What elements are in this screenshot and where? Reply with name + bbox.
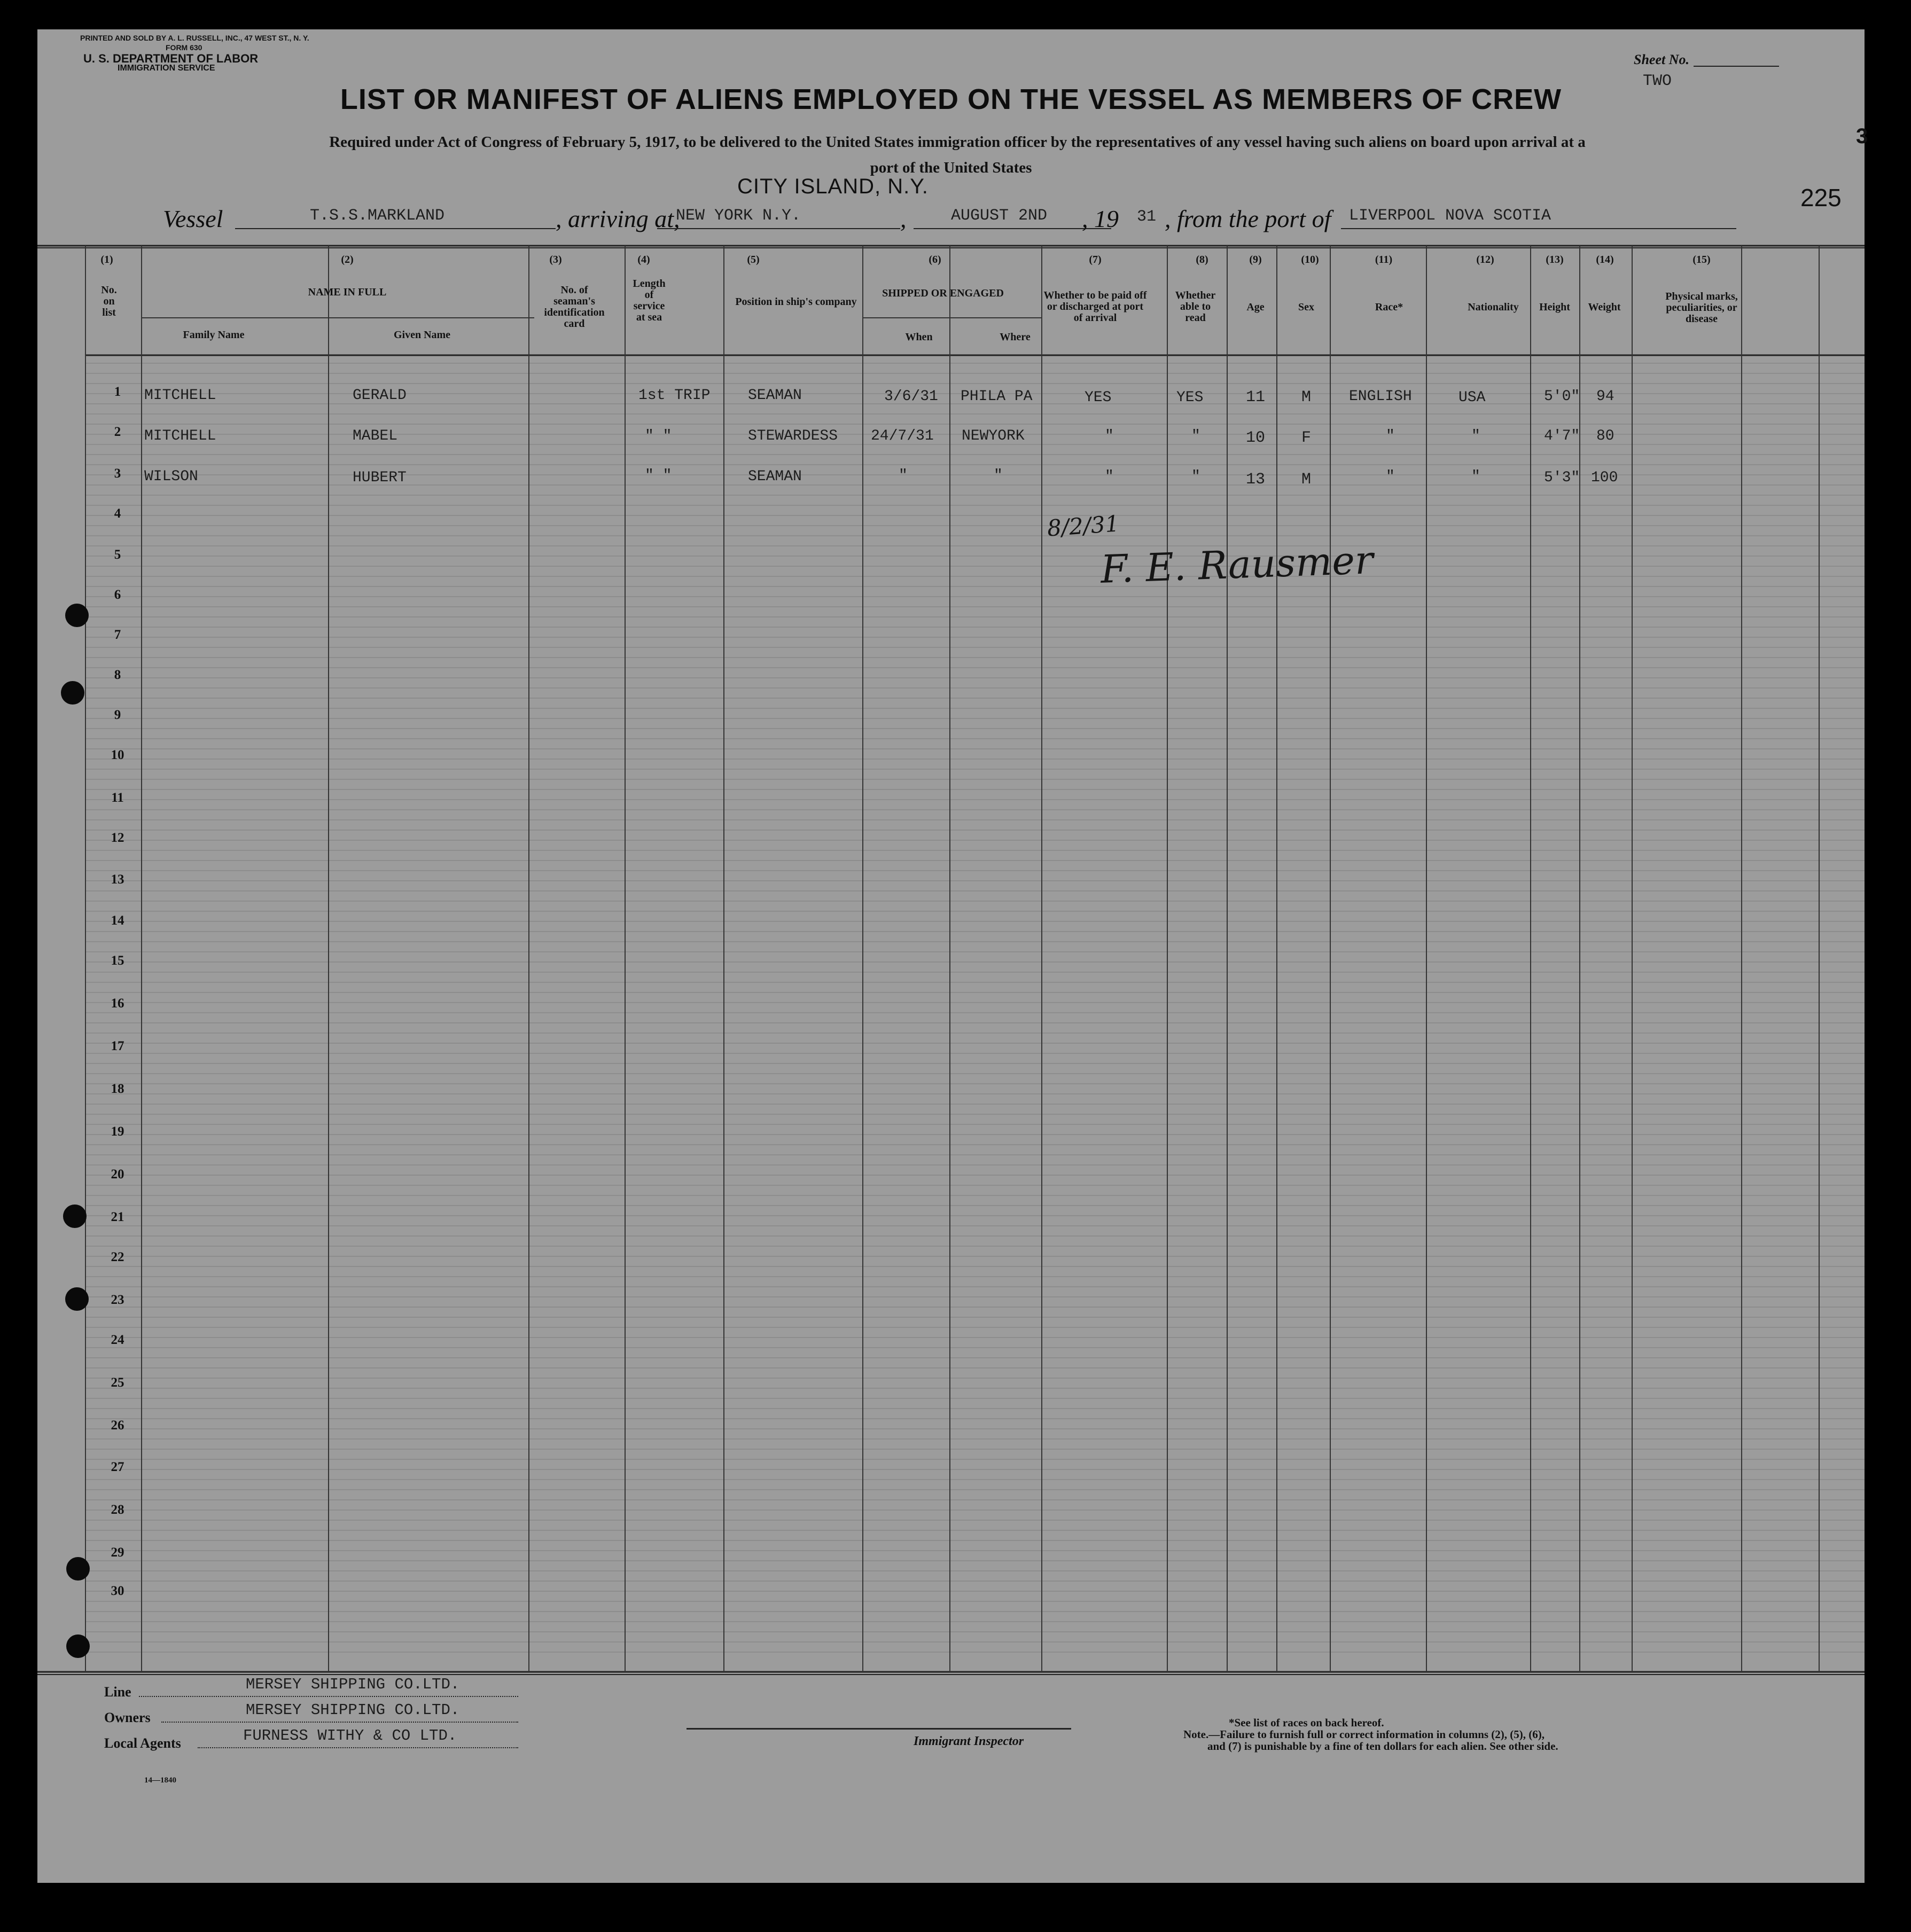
sex: F bbox=[1301, 429, 1311, 447]
sex: M bbox=[1301, 471, 1311, 489]
row-number: 22 bbox=[111, 1250, 124, 1264]
row-number: 21 bbox=[111, 1210, 124, 1224]
vessel-label: Vessel bbox=[163, 205, 223, 232]
col-head-length-of-service: Length of service at sea bbox=[633, 278, 666, 323]
sex: M bbox=[1301, 388, 1311, 406]
local-agents-label: Local Agents bbox=[104, 1735, 181, 1751]
row-number: 29 bbox=[111, 1545, 124, 1560]
sheet-no-value: TWO bbox=[1643, 72, 1672, 90]
row-number: 6 bbox=[114, 588, 121, 602]
col-head-age: Age bbox=[1246, 301, 1265, 313]
col-head-physical-marks: Physical marks, peculiarities, or disease bbox=[1665, 291, 1738, 325]
col-head-where: Where bbox=[1000, 331, 1031, 343]
row-number: 9 bbox=[114, 708, 121, 722]
race: " bbox=[1386, 468, 1395, 485]
length-of-service: 1st TRIP bbox=[638, 387, 711, 404]
race: " bbox=[1386, 428, 1395, 444]
col-num-6: (6) bbox=[929, 254, 941, 265]
position: STEWARDESS bbox=[748, 428, 838, 444]
row-number: 4 bbox=[114, 506, 121, 521]
page-number: 225 bbox=[1800, 184, 1842, 212]
height: 5'3" bbox=[1544, 470, 1580, 486]
owners-rule bbox=[161, 1722, 518, 1723]
able-to-read: " bbox=[1191, 428, 1200, 444]
manifest-sheet bbox=[37, 29, 1868, 1883]
vessel-rule bbox=[235, 228, 556, 229]
col-num-5: (5) bbox=[747, 254, 760, 265]
nationality: " bbox=[1471, 468, 1480, 485]
row-number: 19 bbox=[111, 1124, 124, 1139]
position: SEAMAN bbox=[748, 387, 802, 404]
row-number: 25 bbox=[111, 1375, 124, 1390]
col-num-3: (3) bbox=[549, 254, 562, 265]
races-note: *See list of races on back hereof. bbox=[1229, 1716, 1384, 1729]
from-port-rule bbox=[1341, 228, 1736, 229]
row-number: 13 bbox=[111, 872, 124, 887]
local-agents-value: FURNESS WITHY & CO LTD. bbox=[243, 1727, 457, 1745]
race: ENGLISH bbox=[1349, 388, 1412, 405]
form-number: FORM 630 bbox=[166, 43, 202, 52]
given-name: GERALD bbox=[353, 387, 407, 404]
age: 13 bbox=[1245, 471, 1265, 489]
sheet-no-label: Sheet No. bbox=[1634, 52, 1689, 67]
shipped-when: 3/6/31 bbox=[884, 388, 938, 405]
row-number: 17 bbox=[111, 1039, 124, 1053]
fine-note-2: and (7) is punishable by a fine of ten dollars for each alien. See other side. bbox=[1207, 1740, 1558, 1753]
punch-hole bbox=[63, 1204, 87, 1228]
row-number: 28 bbox=[111, 1503, 124, 1517]
nationality: USA bbox=[1458, 389, 1486, 406]
col-head-race: Race* bbox=[1375, 301, 1403, 313]
row-number: 26 bbox=[111, 1418, 124, 1433]
form-subtitle-2: port of the United States bbox=[870, 159, 1032, 176]
col-num-13: (13) bbox=[1546, 254, 1564, 265]
row-number: 7 bbox=[114, 628, 121, 642]
arrival-date: AUGUST 2ND bbox=[951, 207, 1048, 225]
paid-off: " bbox=[1105, 468, 1114, 485]
family-name: MITCHELL bbox=[144, 428, 216, 444]
fine-note-1: Note.—Failure to furnish full or correct information in columns (2), (5), (6), bbox=[1183, 1728, 1545, 1741]
department-name: U. S. DEPARTMENT OF LABOR bbox=[83, 52, 259, 65]
length-of-service: " " bbox=[645, 428, 672, 444]
arriving-rule bbox=[657, 228, 900, 229]
col-num-12: (12) bbox=[1476, 254, 1494, 265]
year-prefix: , 19 bbox=[1082, 205, 1119, 232]
shipped-where: PHILA PA bbox=[961, 388, 1033, 405]
col-head-position: Position in ship's company bbox=[735, 296, 857, 308]
sheet-no-rule bbox=[1694, 66, 1779, 67]
age: 11 bbox=[1245, 388, 1265, 406]
col-head-able-to-read: Whether able to read bbox=[1175, 290, 1216, 324]
col-num-14: (14) bbox=[1596, 254, 1614, 265]
date-separator: , bbox=[900, 205, 907, 232]
col-num-15: (15) bbox=[1692, 254, 1711, 265]
weight: 100 bbox=[1591, 470, 1618, 486]
shipped-when: 24/7/31 bbox=[871, 428, 934, 444]
row-number: 15 bbox=[111, 953, 124, 968]
height: 5'0" bbox=[1544, 388, 1580, 405]
able-to-read: " bbox=[1191, 468, 1200, 485]
row-number: 24 bbox=[111, 1333, 124, 1347]
weight: 80 bbox=[1596, 428, 1614, 444]
line-label: Line bbox=[104, 1684, 131, 1700]
inspector-signature: F. E. Rausmer bbox=[1099, 537, 1374, 592]
col-head-shipped-or-engaged: SHIPPED OR ENGAGED bbox=[882, 287, 1004, 299]
punch-hole bbox=[65, 604, 89, 627]
col-head-when: When bbox=[905, 331, 933, 343]
form-title: LIST OR MANIFEST OF ALIENS EMPLOYED ON THE VESSEL AS MEMBERS OF CREW bbox=[340, 83, 1562, 115]
position: SEAMAN bbox=[748, 468, 802, 485]
row-number: 18 bbox=[111, 1082, 124, 1096]
paid-off: " bbox=[1105, 428, 1114, 444]
from-port: LIVERPOOL NOVA SCOTIA bbox=[1349, 207, 1551, 225]
paid-off: YES bbox=[1085, 389, 1112, 406]
vessel-name: T.S.S.MARKLAND bbox=[310, 207, 445, 225]
col-num-4: (4) bbox=[637, 254, 650, 265]
given-name: MABEL bbox=[353, 428, 398, 444]
col-head-id-card: No. of seaman's identification card bbox=[544, 284, 605, 330]
corner-mark: 3 bbox=[1856, 124, 1868, 148]
form-code: 14—1840 bbox=[144, 1776, 176, 1785]
col-head-no-on-list: No. on list bbox=[101, 284, 117, 318]
col-head-paid-off: Whether to be paid off or discharged at port of arrival bbox=[1043, 290, 1147, 324]
row-number: 11 bbox=[111, 791, 124, 805]
port-stamp: CITY ISLAND, N.Y. bbox=[737, 175, 929, 198]
given-name: HUBERT bbox=[353, 470, 407, 486]
row-number: 27 bbox=[111, 1460, 124, 1474]
row-number: 10 bbox=[111, 748, 124, 762]
col-num-11: (11) bbox=[1375, 254, 1393, 265]
row-number: 3 bbox=[114, 466, 121, 481]
col-head-given-name: Given Name bbox=[393, 329, 451, 341]
col-head-nationality: Nationality bbox=[1468, 301, 1519, 313]
row-number: 30 bbox=[111, 1584, 124, 1598]
punch-hole bbox=[66, 1557, 90, 1581]
col-num-10: (10) bbox=[1301, 254, 1319, 265]
shipped-where: " bbox=[994, 467, 1003, 484]
col-num-8: (8) bbox=[1196, 254, 1208, 265]
height: 4'7" bbox=[1544, 428, 1580, 444]
col-head-height: Height bbox=[1539, 301, 1570, 313]
service-name: IMMIGRATION SERVICE bbox=[118, 64, 215, 73]
row-number: 16 bbox=[111, 996, 124, 1011]
row-number: 12 bbox=[111, 831, 124, 845]
family-name: WILSON bbox=[144, 468, 198, 485]
shipped-when: " bbox=[899, 467, 908, 484]
col-head-weight: Weight bbox=[1588, 301, 1621, 313]
inspector-signature-rule bbox=[687, 1728, 1071, 1730]
nationality: " bbox=[1471, 428, 1480, 444]
length-of-service: " " bbox=[645, 467, 672, 484]
row-number: 23 bbox=[111, 1293, 124, 1307]
age: 10 bbox=[1245, 429, 1265, 447]
col-num-9: (9) bbox=[1249, 254, 1262, 265]
handwritten-date: 8/2/31 bbox=[1046, 510, 1120, 542]
row-number: 14 bbox=[111, 913, 124, 928]
owners-label: Owners bbox=[104, 1710, 151, 1725]
col-num-7: (7) bbox=[1089, 254, 1102, 265]
shipped-where: NEWYORK bbox=[962, 428, 1025, 444]
arriving-port: NEW YORK N.Y. bbox=[676, 207, 801, 225]
weight: 94 bbox=[1596, 388, 1614, 405]
line-value: MERSEY SHIPPING CO.LTD. bbox=[246, 1676, 460, 1693]
printer-line: PRINTED AND SOLD BY A. L. RUSSELL, INC., 47 WEST ST., N. Y. bbox=[80, 34, 309, 42]
owners-value: MERSEY SHIPPING CO.LTD. bbox=[246, 1701, 460, 1719]
line-rule bbox=[139, 1696, 518, 1697]
arriving-label: , arriving at, bbox=[556, 205, 680, 232]
local-agents-rule bbox=[198, 1747, 518, 1748]
col-num-2: (2) bbox=[341, 254, 354, 265]
col-head-family-name: Family Name bbox=[183, 329, 245, 341]
row-number: 1 bbox=[114, 385, 121, 399]
col-num-1: (1) bbox=[100, 254, 113, 265]
arrival-year: 31 bbox=[1137, 208, 1157, 226]
form-subtitle-1: Required under Act of Congress of February 5, 1917, to be delivered to the United States immigration officer by the representatives of any vessel having such aliens on board upon arrival at a bbox=[329, 134, 1586, 151]
col-head-name-in-full: NAME IN FULL bbox=[308, 286, 387, 298]
family-name: MITCHELL bbox=[144, 387, 216, 404]
row-number: 2 bbox=[114, 425, 121, 439]
immigrant-inspector-label: Immigrant Inspector bbox=[914, 1734, 1024, 1748]
row-number: 20 bbox=[111, 1167, 124, 1182]
row-number: 5 bbox=[114, 547, 121, 562]
punch-hole bbox=[61, 681, 84, 705]
from-port-label: , from the port of bbox=[1165, 205, 1331, 232]
col-head-sex: Sex bbox=[1298, 301, 1314, 313]
row-number: 8 bbox=[114, 668, 121, 682]
punch-hole bbox=[66, 1634, 90, 1658]
able-to-read: YES bbox=[1176, 389, 1204, 406]
punch-hole bbox=[65, 1287, 89, 1311]
